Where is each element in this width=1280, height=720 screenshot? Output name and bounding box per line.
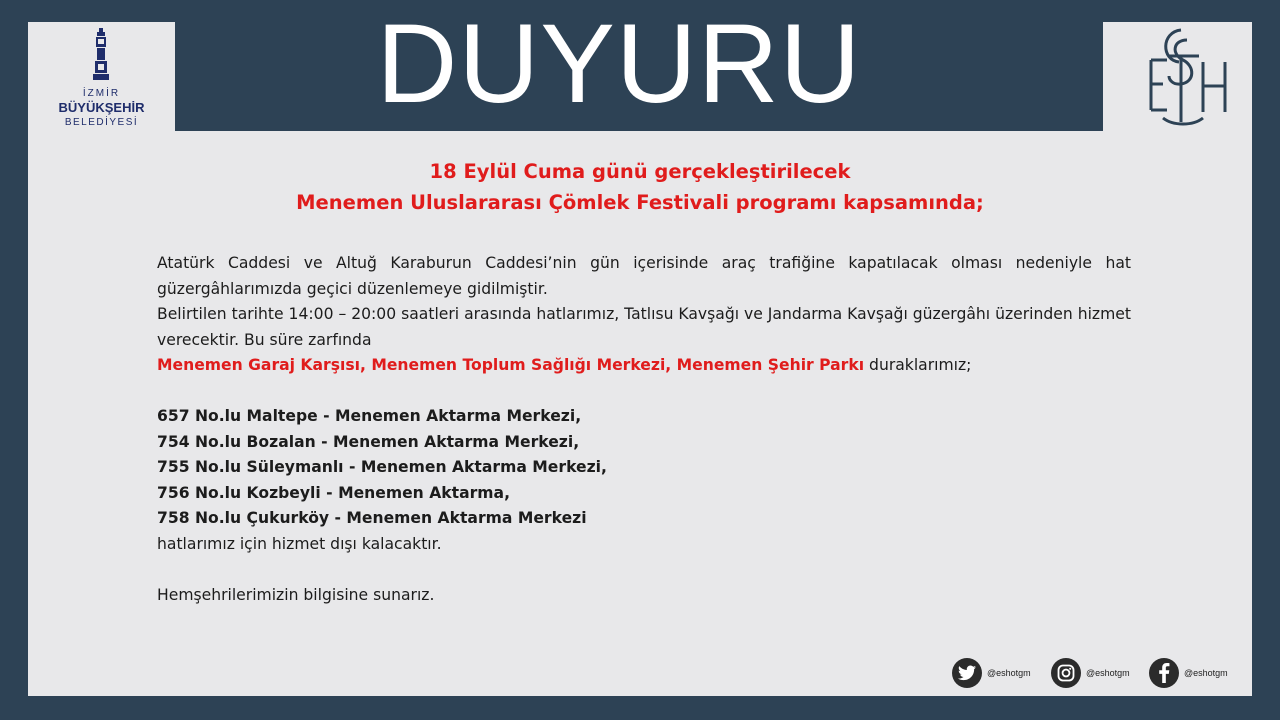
facebook-link[interactable] bbox=[1149, 656, 1228, 690]
facebook-icon bbox=[1149, 658, 1179, 688]
route-item: 754 No.lu Bozalan - Menemen Aktarma Merkezi, bbox=[157, 432, 580, 451]
headline-line-2: Menemen Uluslararası Çömlek Festivali programı kapsamında; bbox=[296, 191, 984, 214]
instagram-link[interactable] bbox=[1051, 656, 1130, 690]
route-item: 657 No.lu Maltepe - Menemen Aktarma Merkezi, bbox=[157, 407, 582, 425]
route-item: 755 No.lu Süleymanlı - Menemen Aktarma Merkezi, bbox=[157, 458, 607, 476]
stops-suffix: duraklarımız; bbox=[864, 356, 972, 374]
route-item: 758 No.lu Çukurköy - Menemen Aktarma Merkezi bbox=[157, 509, 587, 527]
logo-line-izmir: İZMİR bbox=[82, 88, 121, 99]
logo-line-buyuksehir: BÜYÜKŞEHİR bbox=[58, 100, 145, 115]
logo-line-belediyesi: BELEDİYESİ bbox=[64, 117, 139, 128]
page-title: DUYURU bbox=[376, 1, 862, 126]
eshot-monogram-icon bbox=[1103, 22, 1252, 131]
izmir-buyuksehir-logo bbox=[28, 22, 175, 131]
headline bbox=[160, 156, 1120, 218]
routes-list bbox=[157, 404, 1131, 532]
route-item: 756 No.lu Kozbeyli - Menemen Aktarma, bbox=[157, 483, 510, 502]
announcement-body bbox=[157, 251, 1131, 608]
paragraph-stops bbox=[157, 353, 1131, 379]
facebook-handle: @eshotgm bbox=[1184, 668, 1228, 678]
eshot-logo bbox=[1103, 22, 1252, 131]
routes-suffix: hatlarımız için hizmet dışı kalacaktır. bbox=[157, 534, 442, 553]
paragraph-traffic: Atatürk Caddesi ve Altuğ Karaburun Caddesi’nin gün içerisinde araç trafiğine kapatılacak olması nedeniyle hat güzergâhlarımızda geçici düzenlemeye gidilmiştir. bbox=[157, 254, 1131, 298]
headline-line-1: 18 Eylül Cuma günü gerçekleştirilecek bbox=[429, 160, 851, 183]
paragraph-schedule: Belirtilen tarihte 14:00 – 20:00 saatleri arasında hatlarımız, Tatlısu Kavşağı ve Jandarma Kavşağı güzergâhı üzerinden hizmet verecektir. Bu süre zarfında bbox=[157, 305, 1131, 349]
stops-list: Menemen Garaj Karşısı, Menemen Toplum Sağlığı Merkezi, Menemen Şehir Parkı bbox=[157, 356, 865, 374]
clock-tower-icon bbox=[91, 28, 111, 80]
twitter-link[interactable] bbox=[952, 656, 1031, 690]
closing-line: Hemşehrilerimizin bilgisine sunarız. bbox=[157, 585, 435, 604]
instagram-handle: @eshotgm bbox=[1086, 668, 1130, 678]
instagram-icon bbox=[1051, 658, 1081, 688]
twitter-handle: @eshotgm bbox=[987, 668, 1031, 678]
twitter-icon bbox=[952, 658, 982, 688]
